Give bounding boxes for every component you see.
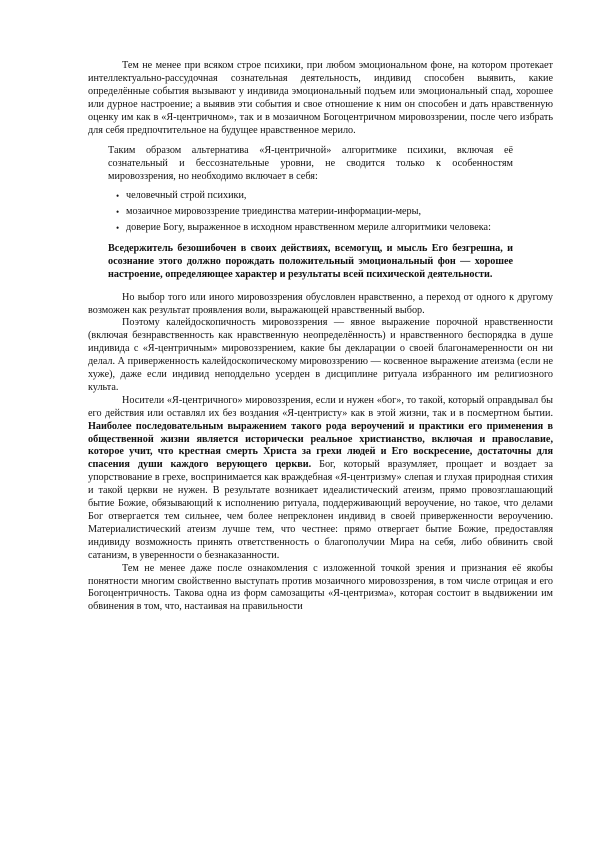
- bullet-icon: •: [116, 207, 120, 218]
- paragraph-4: Но выбор того или иного мировоззрения обусловлен нравственно, а переход от одного к другому возможен как результат проявления воли, выражающей нравственный выбор.: [88, 291, 553, 316]
- bold-inline: Наиболее последовательным выражением такого рода вероучений и практики его применения в общественной жизни является исторически реальное христианство, включая и православие, которое учит, что крестная смерть Христа за грехи людей и Его воскресение, достаточны для спасения души каждого верующего церкви.: [88, 420, 553, 471]
- bullet-list: [88, 190, 553, 235]
- bullet-icon: •: [116, 222, 120, 233]
- paragraph-5: Поэтому калейдоскопичность мировоззрения — явное выражение порочной нравственности (включая безнравственность как нравственную неопределённость) и нравственного беспорядка в душе индивида с «Я-центричным» мировоззрением, какие бы декларации о своей благонамеренности он ни делал. А приверженность калейдоскопическому мировоззрению — косвенное выражение атеизма (если не хуже), даже если индивид неподдельно усерден в дисциплине ритуала избранного им религиозного культа.: [88, 317, 553, 393]
- paragraph-6: Носители «Я-центричного» мировоззрения, если и нужен «бог», то такой, который оправдывал бы его действия или оставлял их без воздания «Я-центристу» как в этой жизни, так и в посмертном бытии. Наиболее последовательным выражением такого рода вероучений и практики его применения в общественной жизни является исторически реальное христианство, включая и православие, которое учит, что крестная смерть Христа за грехи людей и Его воскресение, достаточны для спасения души каждого верующего церкви. Бог, который вразумляет, прощает и воздает за упорствование в грехе, воспринимается как враждебная «Я-центризму» слепая и глухая природная стихия и такой церкви не нужен. В результате возникает идеалистический атеизм, прямо провозглашающий бытие Божие, обязывающий к исполнению ритуала, поддерживающий вероучение, но такое, что делами Бог отвергается тем сильнее, чем более непреклонен индивид в своей приверженности вероучению. Материалистический атеизм лучше тем, что честнее: прямо отвергает бытие Божие, предоставляя индивиду возможность принять ответственность о благополучии Мира на себя, либо обвинить свой сатанизм, в уверенности о безнаказанности.: [88, 394, 553, 561]
- bullet-icon: •: [116, 191, 120, 202]
- bold-statement: Вседержитель безошибочен в своих действиях, всемогущ, и мысль Его безгрешна, и осознание этого должно порождать положительный эмоциональный фон — хорошее настроение, определяющее характер и результаты всей психической деятельности.: [108, 242, 513, 280]
- list-item: • доверие Богу, выраженное в исходном нравственном мерилe алгоритмики человека:: [116, 221, 491, 233]
- paragraph-7: Тем не менее даже после ознакомления с изложенной точкой зрения и признания её якобы понятности многим свойственно выступать против мозаичного мировоззрения, в том числе отрицая и его Богоцентричность. Такова одна из форм самозащиты «Я-центризма», которая состоит в выдвижении им обвинения в том, что, настаивая на правильности: [88, 562, 553, 613]
- document-page: [88, 60, 553, 614]
- paragraph-1: Тем не менее при всяком строе психики, при любом эмоциональном фоне, на котором протекает интеллектуально-рассудочная сознательная деятельность, индивид способен выявить, какие определённые события вызывают у индивида эмоциональный подъем или эмоциональный спад, хорошее или дурное настроение; а выявив эти события и свое отношение к ним он способен и дать нравственную оценку им как в «Я-центричном», так и в мозаичном Богоцентричном мировоззрении, после чего избрать для себя предпочтительное на будущее нравственное мерило.: [88, 60, 553, 136]
- list-item: • человечный строй психики,: [116, 190, 247, 202]
- list-item: • мозаичное мировоззрение триединства материи-информации-меры,: [116, 206, 422, 218]
- paragraph-2: Таким образом альтернатива «Я-центричной» алгоритмике психики, включая её сознательный и бессознательные уровни, не сводится только к особенностям мировоззрения, но необходимо включает в себя:: [108, 145, 513, 183]
